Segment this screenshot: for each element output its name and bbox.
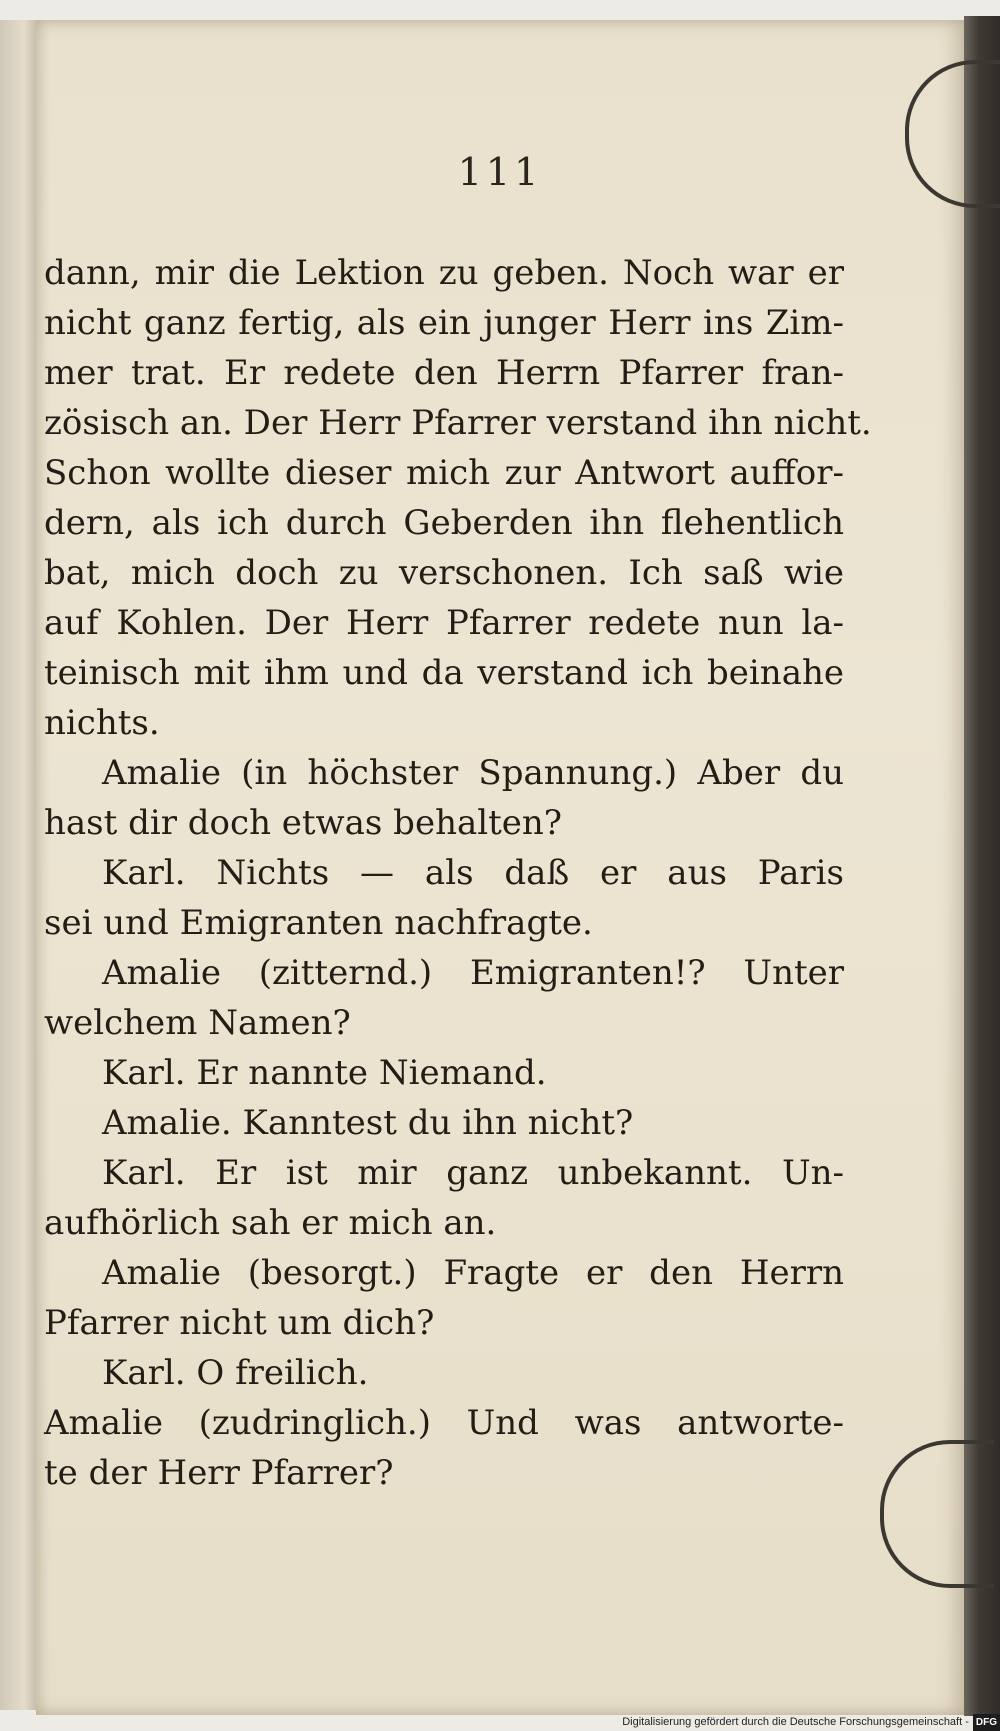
text-line-9: teinisch mit ihm und da verstand ich beinahe bbox=[44, 653, 844, 693]
text-line-4: zösisch an. Der Herr Pfarrer verstand ihn nicht. bbox=[44, 403, 872, 443]
text-line-12: hast dir doch etwas behalten? bbox=[44, 803, 563, 843]
text-line-10: nichts. bbox=[44, 703, 160, 743]
footer-text: Digitalisierung gefördert durch die Deutsche Forschungsgemeinschaft - bbox=[622, 1716, 969, 1728]
text-line-2: nicht ganz fertig, als ein junger Herr ins Zim- bbox=[44, 303, 844, 343]
text-line-13: Karl. Nichts — als daß er aus Paris bbox=[102, 853, 844, 893]
text-line-19: Karl. Er ist mir ganz unbekannt. Un- bbox=[102, 1153, 844, 1193]
text-line-23: Karl. O freilich. bbox=[102, 1353, 369, 1393]
text-line-17: Karl. Er nannte Niemand. bbox=[102, 1053, 547, 1093]
dfg-logo: DFG bbox=[973, 1714, 1000, 1731]
text-line-7: bat, mich doch zu verschonen. Ich saß wie bbox=[44, 553, 844, 593]
text-line-22: Pfarrer nicht um dich? bbox=[44, 1303, 435, 1343]
text-line-5: Schon wollte dieser mich zur Antwort auffor- bbox=[44, 453, 844, 493]
text-line-20: aufhörlich sah er mich an. bbox=[44, 1203, 497, 1243]
text-line-1: dann, mir die Lektion zu geben. Noch war er bbox=[44, 253, 844, 293]
text-line-18: Amalie. Kanntest du ihn nicht? bbox=[102, 1103, 634, 1143]
page-number: 111 bbox=[457, 150, 543, 194]
text-line-24: Amalie (zudringlich.) Und was antworte- bbox=[44, 1403, 844, 1443]
text-line-16: welchem Namen? bbox=[44, 1003, 351, 1043]
text-line-21: Amalie (besorgt.) Fragte er den Herrn bbox=[102, 1253, 844, 1293]
digitization-footer bbox=[490, 1714, 1000, 1731]
page-text bbox=[44, 248, 872, 1498]
text-line-8: auf Kohlen. Der Herr Pfarrer redete nun la- bbox=[44, 603, 844, 643]
left-page-edge bbox=[0, 20, 40, 1710]
text-line-25: te der Herr Pfarrer? bbox=[44, 1453, 394, 1493]
text-line-15: Amalie (zitternd.) Emigranten!? Unter bbox=[102, 953, 844, 993]
text-line-6: dern, als ich durch Geberden ihn flehentlich bbox=[44, 503, 844, 543]
book-page bbox=[36, 20, 964, 1715]
text-line-3: mer trat. Er redete den Herrn Pfarrer fran- bbox=[44, 353, 844, 393]
text-line-11: Amalie (in höchster Spannung.) Aber du bbox=[102, 753, 844, 793]
text-line-14: sei und Emigranten nachfragte. bbox=[44, 903, 593, 943]
